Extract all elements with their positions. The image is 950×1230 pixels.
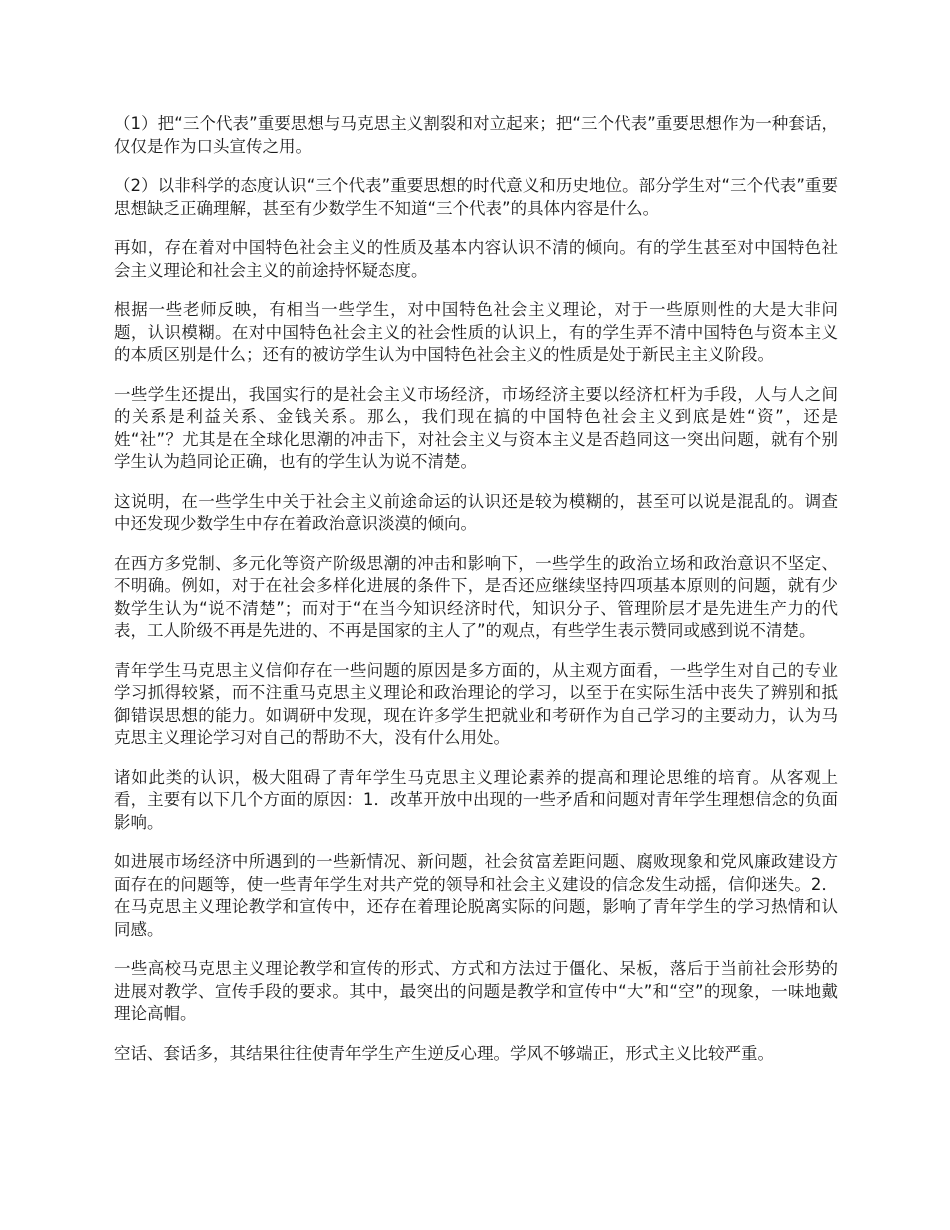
paragraph-6: 这说明，在一些学生中关于社会主义前途命运的认识还是较为模糊的，甚至可以说是混乱的。调查中还发现少数学生中存在着政治意识淡漠的倾向。: [114, 491, 838, 533]
paragraph-7: 在西方多党制、多元化等资产阶级思潮的冲击和影响下，一些学生的政治立场和政治意识不坚定、不明确。例如，对于在社会多样化进展的条件下，是否还应继续坚持四项基本原则的问题，就有少数学生认为“说不清楚”；而对于“在当今知识经济时代，知识分子、管理阶层才是先进生产力的代表，工人阶级不再是先进的、不再是国家的主人了”的观点，有些学生表示赞同或感到说不清楚。: [114, 553, 838, 640]
paragraph-9: 诸如此类的认识，极大阻碍了青年学生马克思主义理论素养的提高和理论思维的培育。从客观上看，主要有以下几个方面的原因：1．改革开放中出现的一些矛盾和问题对青年学生理想信念的负面影响。: [114, 767, 838, 832]
paragraph-4: 根据一些老师反映，有相当一些学生，对中国特色社会主义理论，对于一些原则性的大是大非问题，认识模糊。在对中国特色社会主义的社会性质的认识上，有的学生弄不清中国特色与资本主义的本质区别是什么；还有的被访学生认为中国特色社会主义的性质是处于新民主主义阶段。: [114, 300, 838, 364]
paragraph-1: （1）把“三个代表”重要思想与马克思主义割裂和对立起来；把“三个代表”重要思想作为一种套话，仅仅是作为口头宣传之用。: [114, 114, 838, 156]
paragraph-11: 一些高校马克思主义理论教学和宣传的形式、方式和方法过于僵化、呆板，落后于当前社会形势的进展对教学、宣传手段的要求。其中，最突出的问题是教学和宣传中“大”和“空”的现象，一味地戴理论高帽。: [114, 959, 838, 1023]
paragraph-3: 再如，存在着对中国特色社会主义的性质及基本内容认识不清的倾向。有的学生甚至对中国特色社会主义理论和社会主义的前途持怀疑态度。: [114, 238, 838, 280]
paragraph-2: （2）以非科学的态度认识“三个代表”重要思想的时代意义和历史地位。部分学生对“三个代表”重要思想缺乏正确理解，甚至有少数学生不知道“三个代表”的具体内容是什么。: [114, 176, 838, 218]
paragraph-5: 一些学生还提出，我国实行的是社会主义市场经济，市场经济主要以经济杠杆为手段，人与人之间的关系是利益关系、金钱关系。那么，我们现在搞的中国特色社会主义到底是姓“资”，还是姓“社”？尤其是在全球化思潮的冲击下，对社会主义与资本主义是否趋同这一突出问题，就有个别学生认为趋同论正确，也有的学生认为说不清楚。: [114, 384, 838, 471]
document-body: [114, 113, 838, 1082]
paragraph-12: 空话、套话多，其结果往往使青年学生产生逆反心理。学风不够端正，形式主义比较严重。: [114, 1043, 774, 1063]
paragraph-10: 如进展市场经济中所遇到的一些新情况、新问题，社会贫富差距问题、腐败现象和党风廉政建设方面存在的问题等，使一些青年学生对共产党的领导和社会主义建设的信念发生动摇，信仰迷失。2．在马克思主义理论教学和宣传中，还存在着理论脱离实际的问题，影响了青年学生的学习热情和认同感。: [114, 852, 838, 939]
paragraph-8: 青年学生马克思主义信仰存在一些问题的原因是多方面的，从主观方面看，一些学生对自己的专业学习抓得较紧，而不注重马克思主义理论和政治理论的学习，以至于在实际生活中丧失了辨别和抵御错误思想的能力。如调研中发现，现在许多学生把就业和考研作为自己学习的主要动力，认为马克思主义理论学习对自己的帮助不大，没有什么用处。: [114, 660, 838, 747]
